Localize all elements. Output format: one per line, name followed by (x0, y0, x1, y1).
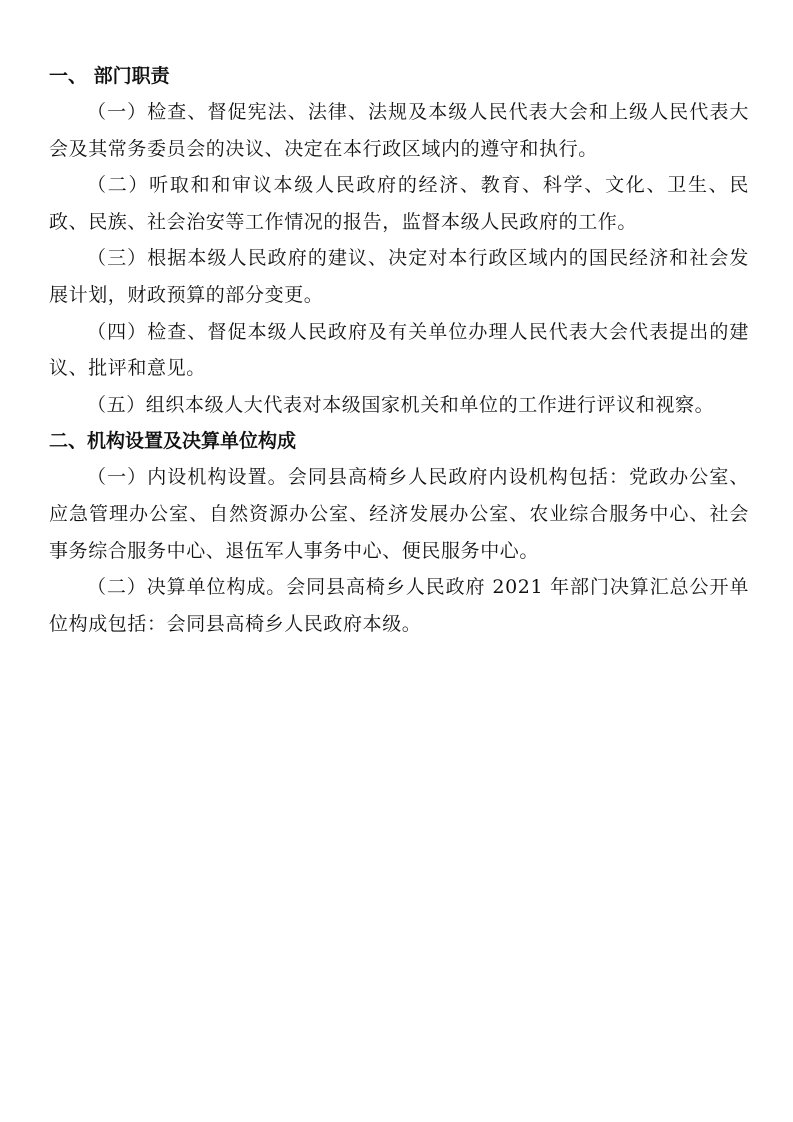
org-item-2: （二）决算单位构成。会同县高椅乡人民政府 2021 年部门决算汇总公开单位构成包括：会同县高椅乡人民政府本级。 (49, 576, 749, 635)
duty-item-4: （四）检查、督促本级人民政府及有关单位办理人民代表大会代表提出的建议、批评和意见。 (49, 320, 749, 380)
org-item-1: （一）内设机构设置。会同县高椅乡人民政府内设机构包括：党政办公室、应急管理办公室、自然资源办公室、经济发展办公室、农业综合服务中心、社会事务综合服务中心、退伍军人事务中心、便民服务中心。 (49, 466, 749, 562)
duty-item-1: （一）检查、督促宪法、法律、法规及本级人民代表大会和上级人民代表大会及其常务委员会的决议、决定在本行政区域内的遵守和执行。 (49, 101, 749, 160)
section-heading-organization: 二、机构设置及决算单位构成 (49, 430, 297, 453)
duty-item-5: （五）组织本级人大代表对本级国家机关和单位的工作进行评议和视察。 (87, 393, 715, 416)
duty-item-2: （二）听取和和审议本级人民政府的经济、教育、科学、文化、卫生、民政、民族、社会治安等工作情况的报告，监督本级人民政府的工作。 (49, 174, 749, 233)
duty-item-3: （三）根据本级人民政府的建议、决定对本行政区域内的国民经济和社会发展计划，财政预算的部分变更。 (49, 247, 749, 306)
section-heading-duties: 一、 部门职责 (49, 65, 170, 87)
document-body (49, 58, 749, 642)
